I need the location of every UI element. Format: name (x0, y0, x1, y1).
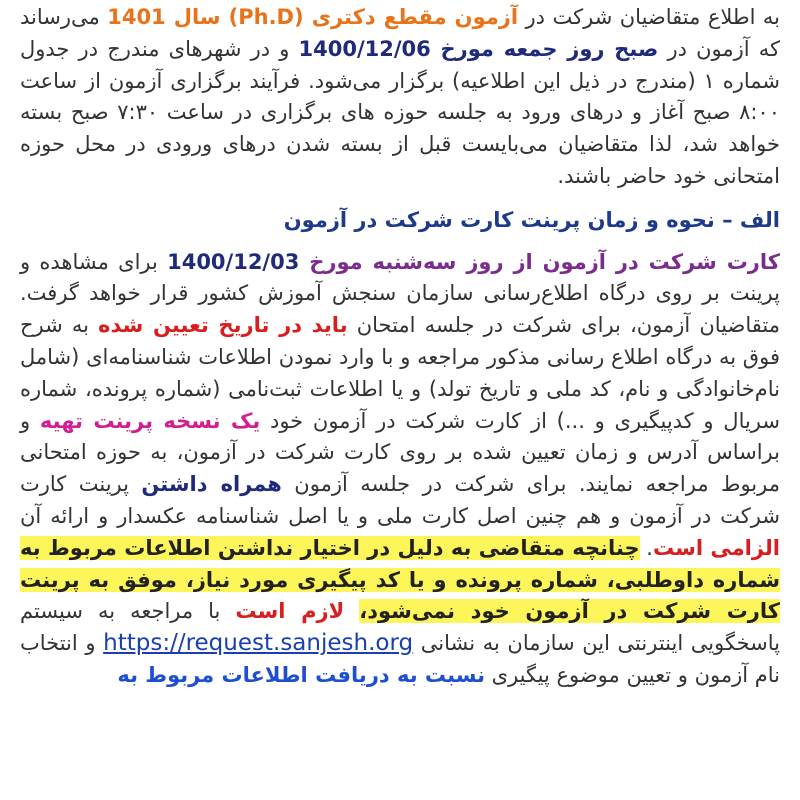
card-text-9: و انتخاب نام آزمون و تعیین موضوع پیگیری (20, 631, 780, 687)
card-text-3: به شرح فوق به درگاه اطلاع رسانی مذکور مراجعه و با وارد نمودن اطلاعات شناسنامه‌ای (شامل نام‌خانوادگی و نام، کد ملی و تاریخ تولد) و یا اطلاعات ثبت‌نامی (شماره پرونده، شماره سریال و کدپیگیری و ...) از کارت شرکت در آزمون خود (20, 313, 780, 433)
highlighted-notice: چنانچه متقاضی به دلیل در اختیار نداشتن اطلاعات مربوط به شماره داوطلبی، شماره پرونده و یا کد پیگیری مورد نیاز، موفق به پرینت کارت شرکت در آزمون خود نمی‌شود، (20, 535, 780, 624)
card-paragraph (20, 247, 780, 692)
card-text-5: پرینت کارت شرکت در آزمون و هم چنین اصل کارت ملی و یا اصل شناسنامه عکسدار و ارائه آن (20, 472, 780, 528)
intro-text-1: به اطلاع متقاضیان شرکت در (518, 5, 780, 29)
regarding-info: نسبت به دریافت اطلاعات مربوط به (117, 662, 485, 687)
exam-date: صبح روز جمعه مورخ 1400/12/06 (298, 36, 659, 61)
intro-text-3: و در شهرهای مندرج در جدول شماره ۱ (مندرج در ذیل این اطلاعیه) برگزار می‌شود. فرآیند برگزاری آزمون از ساعت ۸:۰۰ صبح آغاز و درهای ورود به جلسه حوزه های برگزاری در ساعت ۷:۳۰ صبح بسته خواهد شد، لذا متقاضیان می‌بایست قبل از بسته شدن درهای ورودی در محل حوزه امتحانی خود حاضر باشند. (20, 36, 780, 188)
section-heading: الف – نحوه و زمان پرینت کارت شرکت در آزمون (283, 207, 780, 232)
request-link[interactable]: https://request.sanjesh.org (103, 630, 414, 657)
exam-name: آزمون مقطع دکتری (Ph.D) سال 1401 (107, 5, 519, 29)
is-required: لازم است (235, 599, 345, 624)
card-text-2: برای مشاهده و پرینت بر روی درگاه اطلاع‌رسانی سازمان سنجش آموزش کشور قرار خواهد گرفت. متقاضیان آزمون، برای شرکت در جلسه امتحان (20, 249, 780, 338)
card-text-7 (344, 599, 359, 623)
card-text-4: و براساس آدرس و زمان تعیین شده بر روی کارت شرکت در آزمون، به حوزه امتحانی مربوط مراجعه نمایند. برای شرکت در جلسه آزمون (20, 408, 780, 497)
is-mandatory: الزامی است (652, 535, 780, 560)
card-text-8: با مراجعه به سیستم پاسخگویی اینترنتی این سازمان به نشانی (20, 599, 780, 656)
card-date: 1400/12/03 (167, 249, 300, 274)
print-copy: یک نسخه پرینت تهیه (39, 408, 261, 433)
bring-along: همراه داشتن (141, 472, 282, 497)
card-text-1: کارت شرکت در آزمون از روز سه‌شنبه مورخ (299, 249, 780, 274)
intro-text-2: می‌رساند که آزمون در (20, 5, 780, 61)
must-on-date: باید در تاریخ تعیین شده (98, 313, 348, 338)
intro-paragraph (20, 2, 780, 193)
card-text-6: . (639, 535, 653, 560)
